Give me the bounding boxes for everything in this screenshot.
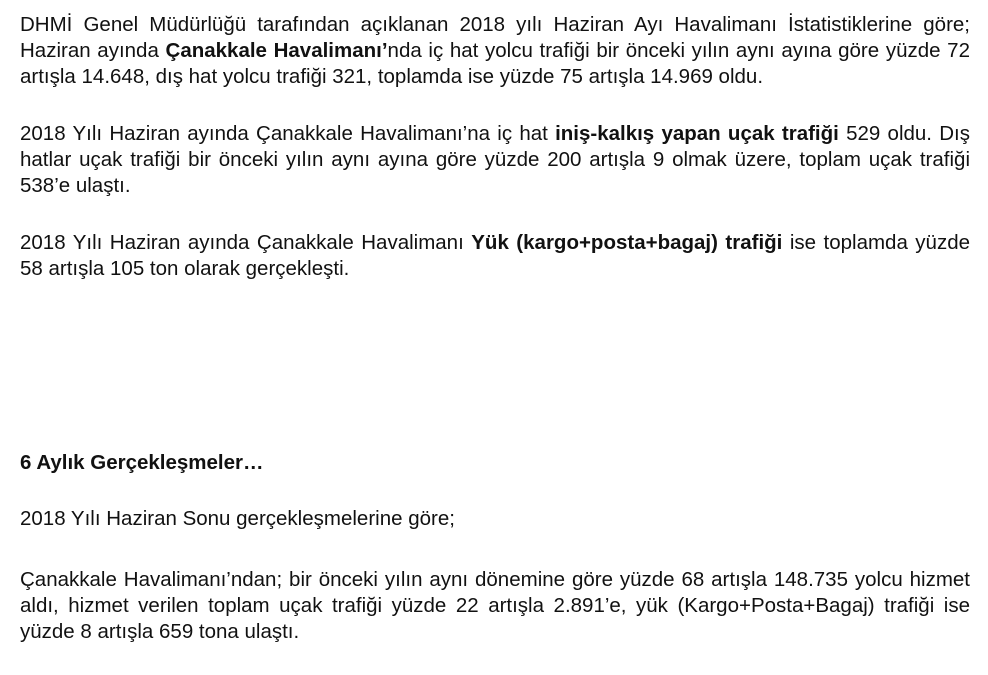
p1-bold-airport: Çanakkale Havalimanı’ xyxy=(165,39,388,62)
section-heading-six-months: 6 Aylık Gerçekleşmeler… xyxy=(20,451,264,474)
document-page xyxy=(20,12,971,643)
p1-text-start: DHMİ Genel Müdürlüğü tarafından açıklanan 2018 yılı Haziran Ayı Havalimanı İstatistiklerine göre; Haziran ayında xyxy=(20,13,970,62)
p1-text-end: nda iç hat yolcu trafiği bir önceki yılın aynı ayına göre yüzde 72 artışla 14.648, dış hat yolcu trafiği 321, toplamda ise yüzde 75 artışla 14.969 oldu. xyxy=(20,39,970,88)
p2-text-start: 2018 Yılı Haziran ayında Çanakkale Havalimanı’na iç hat xyxy=(20,122,556,145)
p2-text-end: 529 oldu. Dış hatlar uçak trafiği bir önceki yılın aynı ayına göre yüzde 200 artışla 9 olmak üzere, toplam uçak trafiği 538’e ulaştı. xyxy=(20,122,970,197)
paragraph-six-month-summary: Çanakkale Havalimanı’ndan; bir önceki yılın aynı dönemine göre yüzde 68 artışla 148.735 yolcu hizmet aldı, hizmet verilen toplam uçak trafiği yüzde 22 artışla 2.891’e, yük (Kargo+Posta+Bagaj) trafiği ise yüzde 8 artışla 659 tona ulaştı. xyxy=(20,568,970,643)
paragraph-june-cargo-traffic xyxy=(20,230,970,282)
paragraph-june-aircraft-traffic xyxy=(20,121,970,199)
p3-text-end: ise toplamda yüzde 58 artışla 105 ton olarak gerçekleşti. xyxy=(20,231,971,280)
p2-bold-aircraft-traffic: iniş-kalkış yapan uçak trafiği xyxy=(555,122,839,145)
p3-text-start: 2018 Yılı Haziran ayında Çanakkale Havalimanı xyxy=(20,231,472,254)
paragraph-june-passenger-traffic xyxy=(20,12,970,90)
paragraph-june-end-intro: 2018 Yılı Haziran Sonu gerçekleşmelerine göre; xyxy=(20,507,455,530)
p3-bold-cargo-traffic: Yük (kargo+posta+bagaj) trafiği xyxy=(471,231,783,254)
